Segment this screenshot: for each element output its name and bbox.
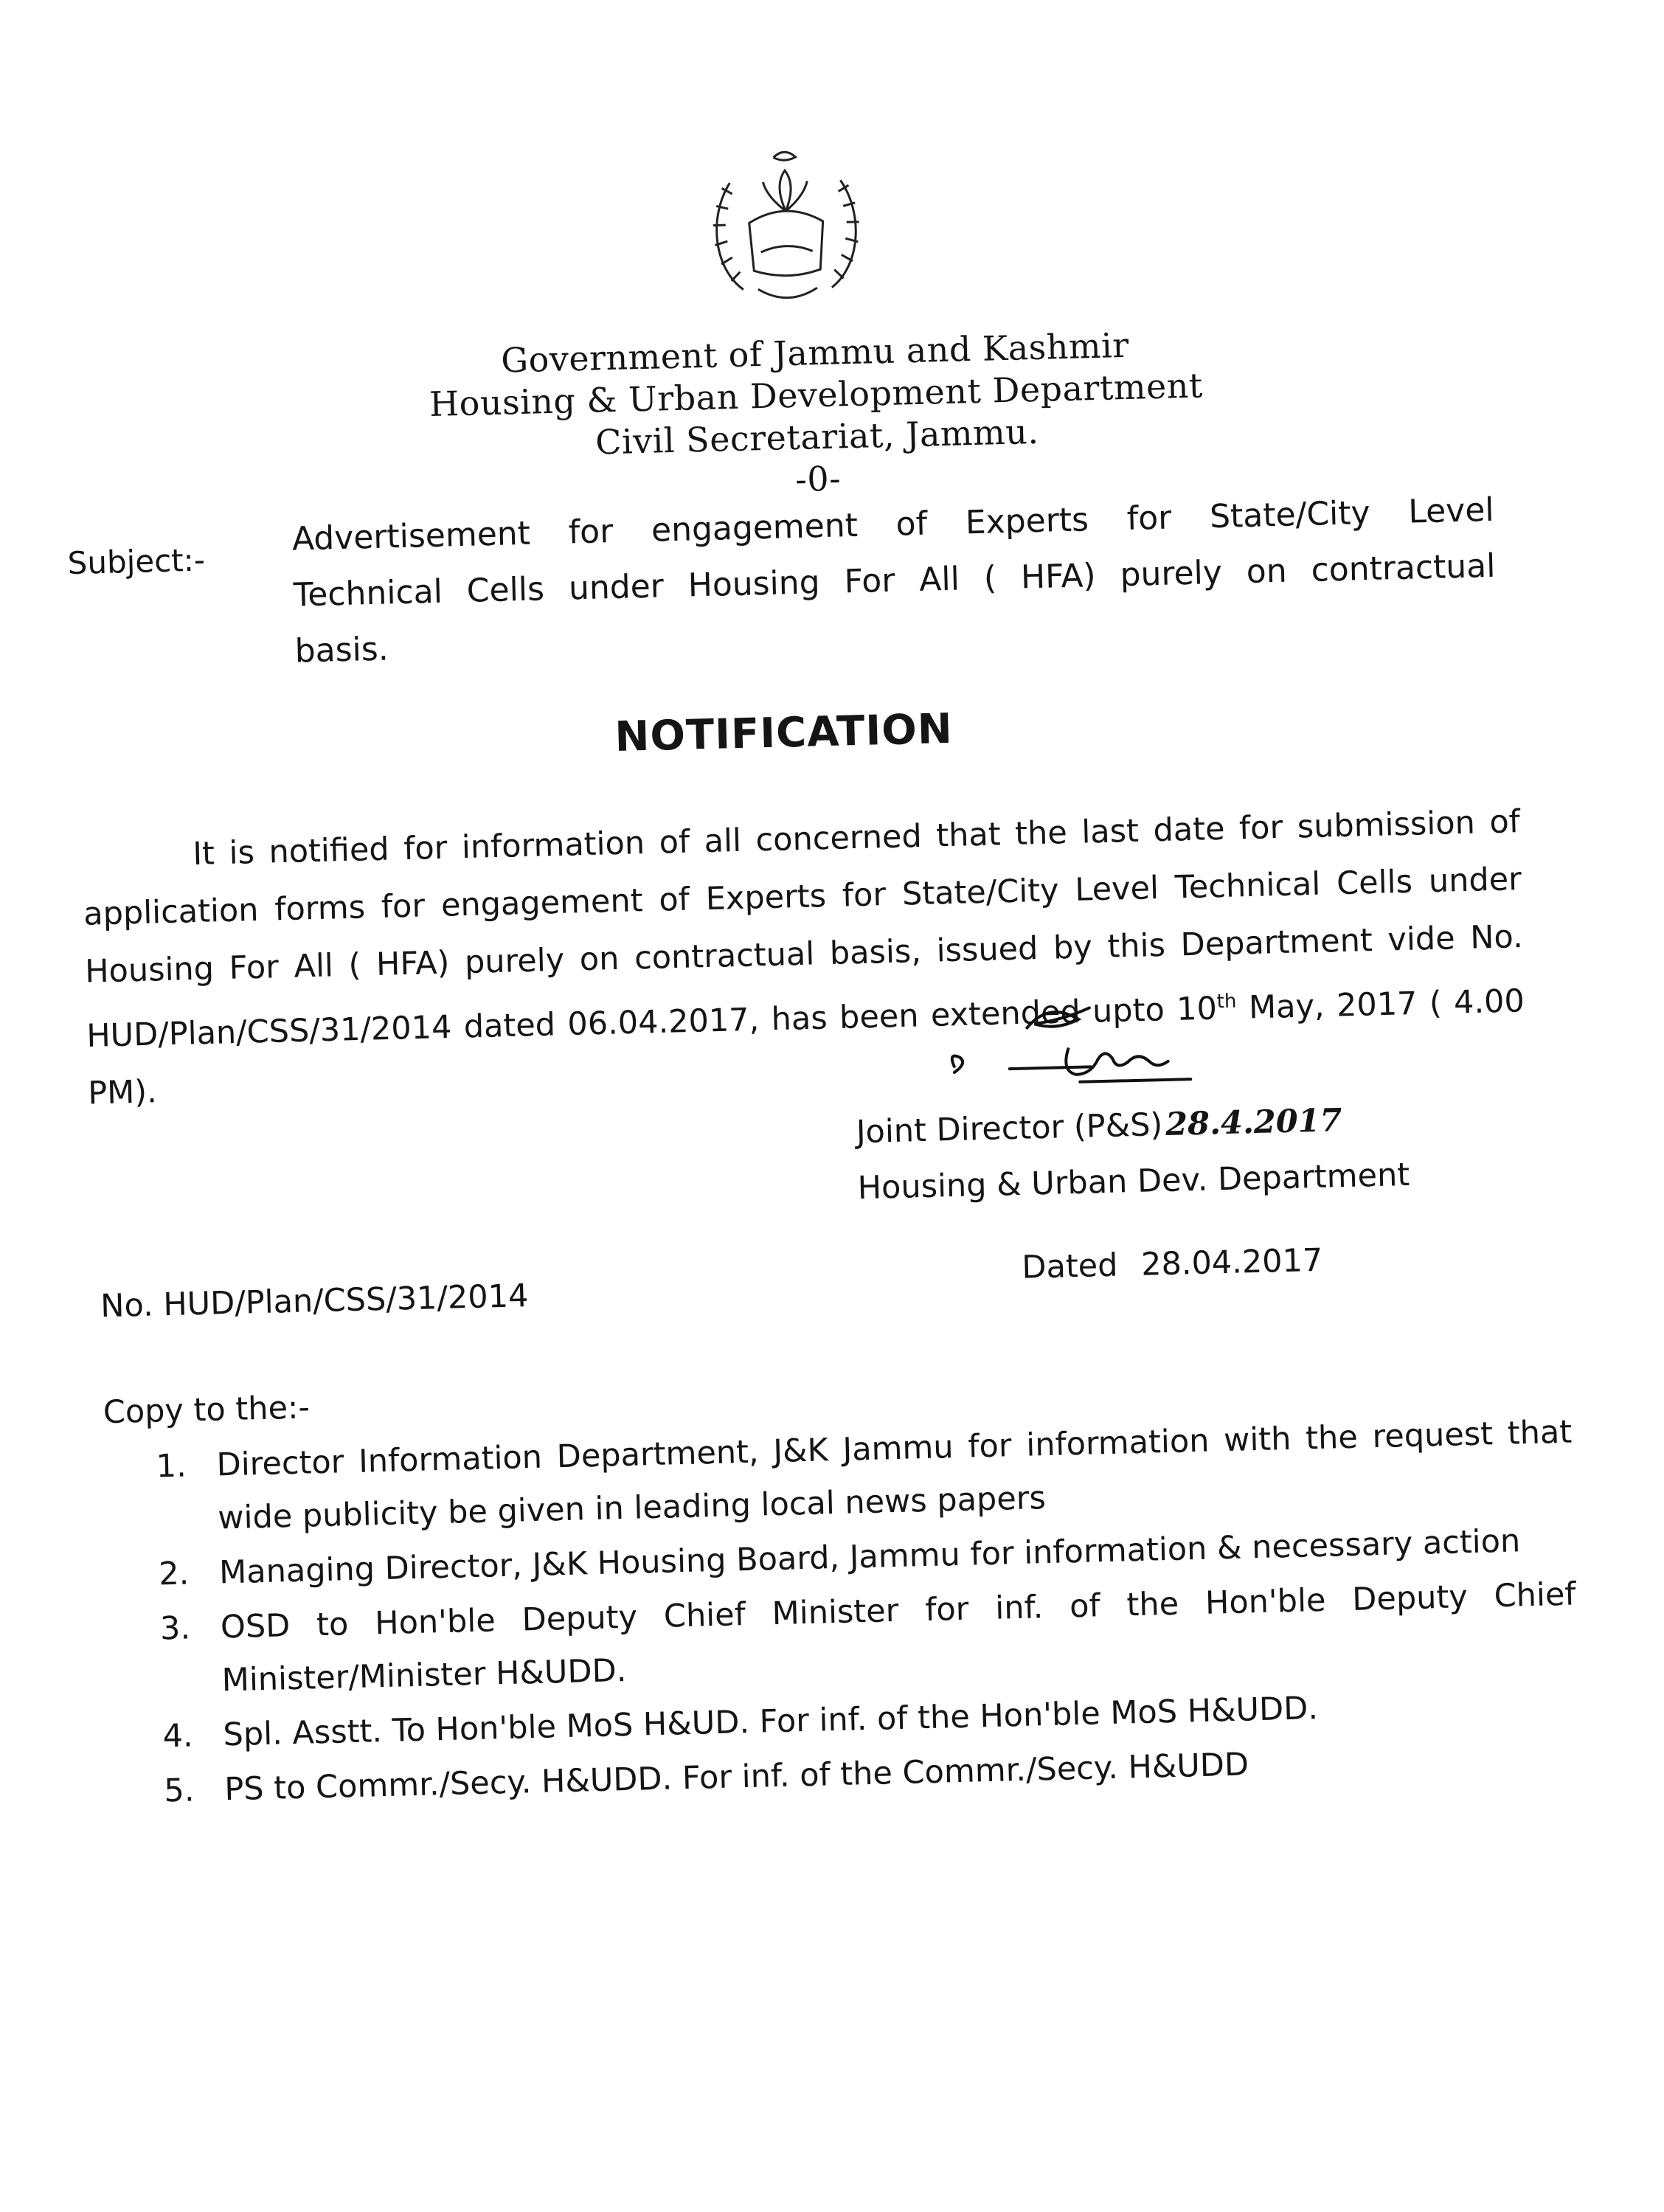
subject-text: Advertisement for engagement of Experts for State/City Level Technical Cells under Housing For All ( HFA) purely on contractual basis. [291, 490, 1496, 670]
header-separator: -0- [794, 458, 842, 499]
signatory-department: Housing & Urban Dev. Department [857, 1156, 1410, 1207]
dated-label: Dated [1021, 1247, 1119, 1286]
reference-number: No. HUD/Plan/CSS/31/2014 [100, 1277, 529, 1325]
handwritten-signature [938, 992, 1280, 1111]
signoff-block [856, 1091, 1410, 1216]
list-item-number: 5. [163, 1772, 195, 1810]
list-item-text: OSD to Hon'ble Deputy Chief Minister for inf. of the Hon'ble Deputy Chief Minister/Minister H&UDD. [220, 1575, 1577, 1699]
notification-body-end: May, 2017 ( 4.00 PM). [87, 982, 1525, 1112]
notification-body-main: It is notified for information of all concerned that the last date for submission of application forms for engagement of Experts for State/City Level Technical Cells under Housing For All ( HFA) purely on contractual basis, issued by this Department vide No. HUD/Plan/CSS/31/2014 dated 06.04.2017, has been extended upto 10 [83, 803, 1524, 1055]
list-item-text: Managing Director, J&K Housing Board, Jammu for information & necessary action [218, 1522, 1521, 1592]
letterhead [262, 319, 1372, 514]
state-emblem-icon [696, 139, 877, 320]
ordinal-suffix: th [1216, 990, 1237, 1013]
list-item-number: 3. [159, 1609, 191, 1648]
government-name: Government of Jammu and Kashmir [500, 325, 1130, 381]
list-item-number: 4. [162, 1717, 194, 1755]
list-item-text: Spl. Asstt. To Hon'ble MoS H&UD. For inf. of the Hon'ble MoS H&UDD. [222, 1690, 1319, 1754]
subject-label: Subject:- [67, 541, 206, 582]
notification-title: NOTIFICATION [614, 704, 954, 762]
dated-line [1022, 1242, 1323, 1286]
office-address: Civil Secretariat, Jammu. [594, 411, 1040, 462]
handwritten-date: 28.4.2017 [1165, 1102, 1343, 1143]
list-item-text: PS to Commr./Secy. H&UDD. For inf. of the Commr./Secy. H&UDD [223, 1746, 1249, 1809]
copy-to-list [156, 1406, 1581, 1820]
department-name: Housing & Urban Development Department [429, 365, 1204, 425]
list-item-number: 1. [156, 1447, 187, 1485]
dated-value: 28.04.2017 [1140, 1241, 1323, 1283]
signatory-designation: Joint Director (P&S) [856, 1106, 1163, 1151]
list-item-text: Director Information Department, J&K Jammu for information with the request that wide publicity be given in leading local news papers [216, 1413, 1573, 1537]
list-item-number: 2. [158, 1555, 190, 1593]
copy-to-label: Copy to the:- [103, 1389, 311, 1432]
notification-body [81, 793, 1526, 1123]
